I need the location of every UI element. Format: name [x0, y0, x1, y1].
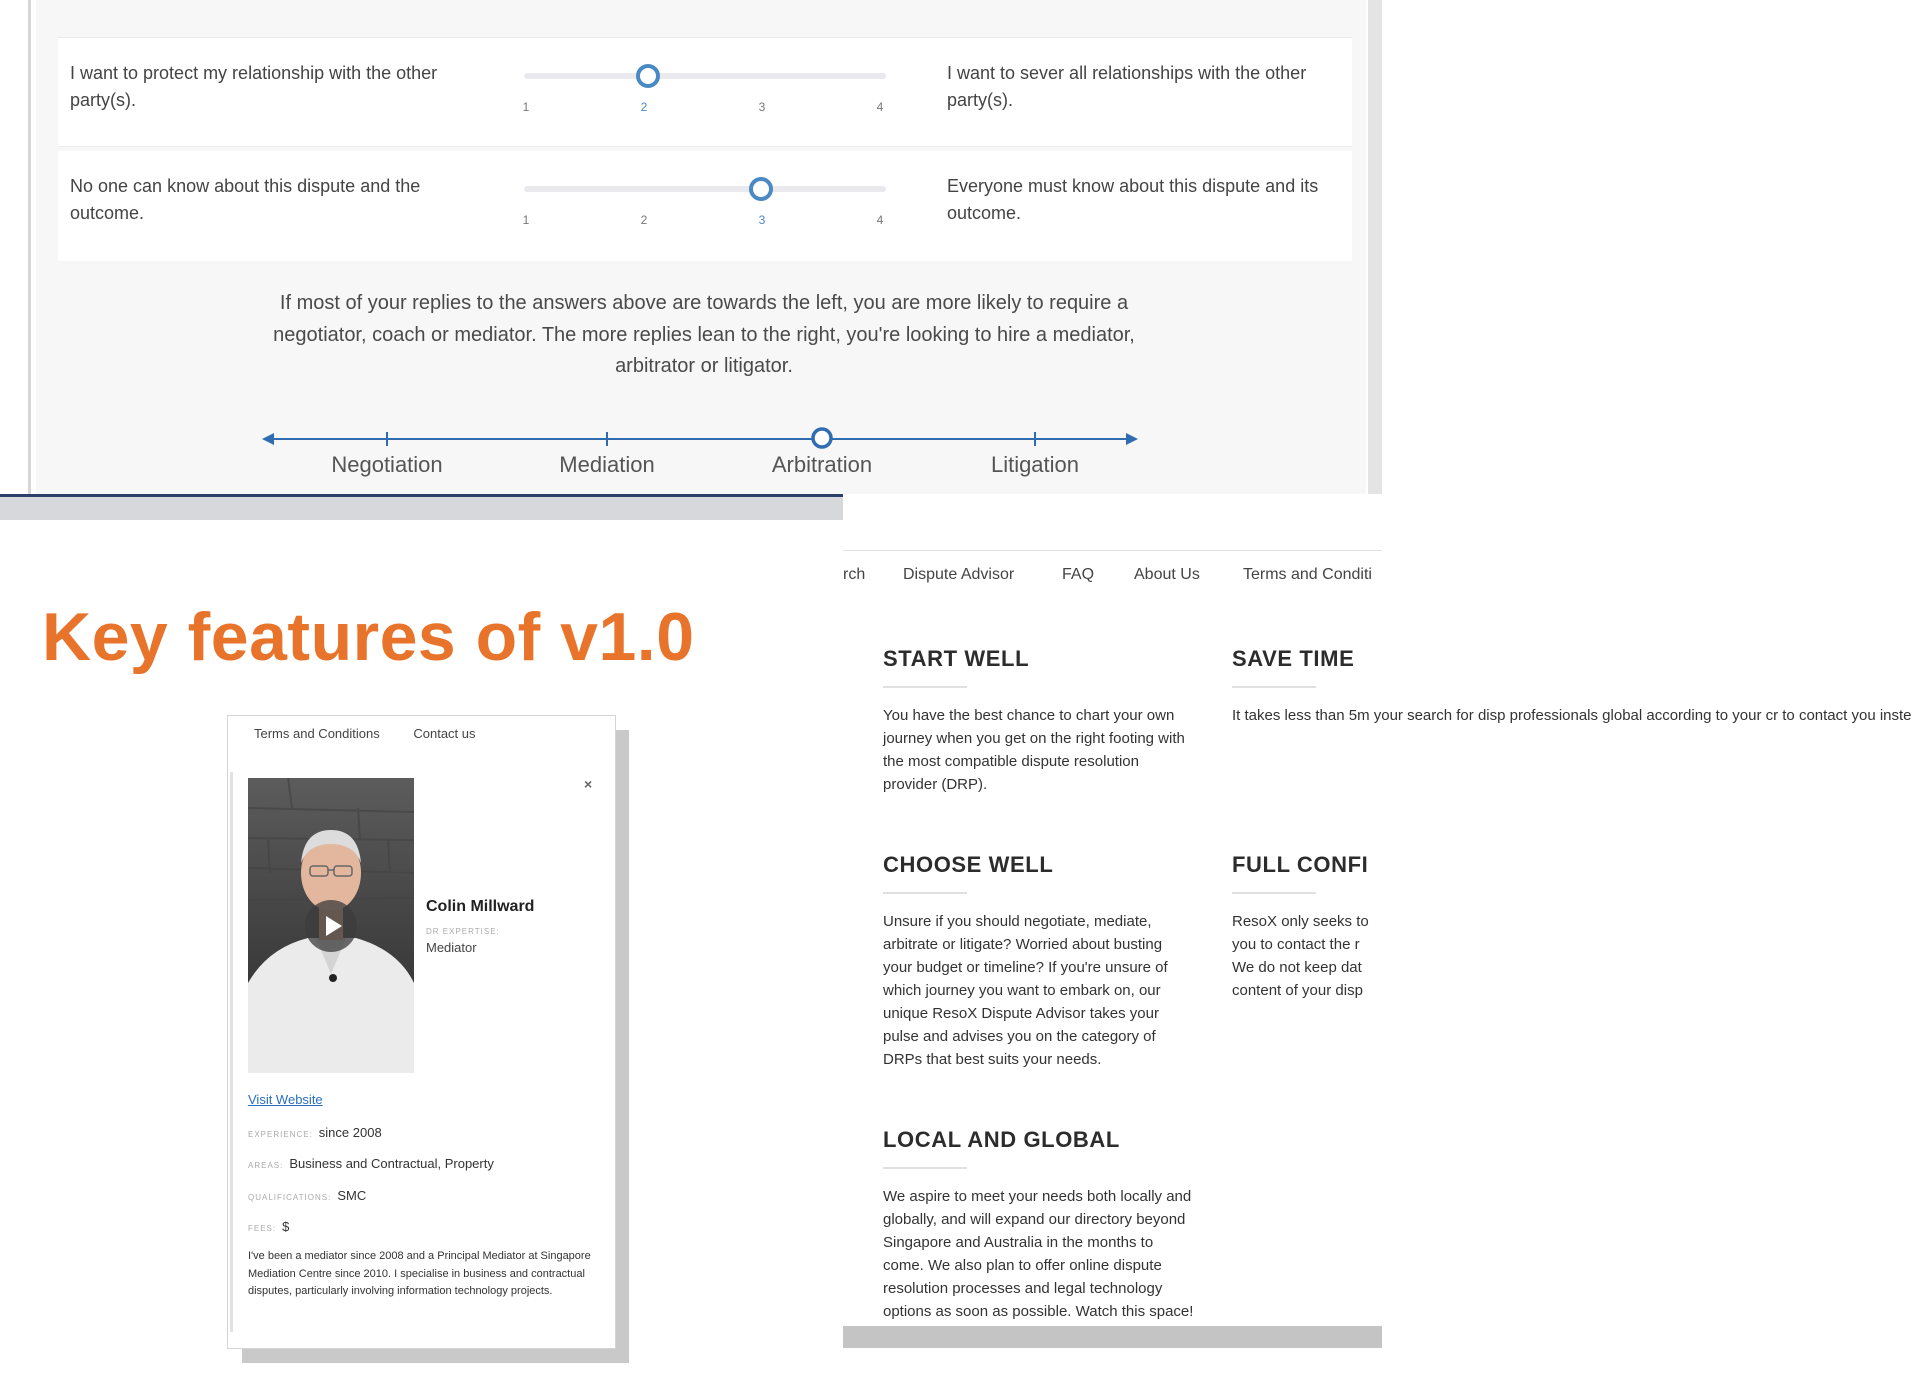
feature-divider — [1232, 892, 1316, 894]
feature-save-time — [1232, 646, 1912, 727]
nav-terms-link[interactable]: Terms and Conditi — [1243, 566, 1372, 583]
slider-handle[interactable] — [636, 64, 660, 88]
experience-row — [248, 1125, 382, 1140]
feature-divider — [1232, 686, 1316, 688]
mediator-video[interactable] — [248, 778, 414, 1073]
question-left-statement: I want to protect my relationship with the other party(s). — [70, 63, 438, 110]
mediator-bio: I've been a mediator since 2008 and a Principal Mediator at Singapore Mediation Centre since 2010. I specialise in business and contractual disputes, particularly involving information technology projects. — [248, 1250, 591, 1297]
feature-divider — [883, 892, 967, 894]
feature-local-and-global — [883, 1127, 1195, 1323]
nav-dispute-advisor-link[interactable]: Dispute Advisor — [903, 566, 1015, 583]
fees-row — [248, 1219, 289, 1234]
qualifications-label: QUALIFICATIONS: — [248, 1193, 332, 1202]
slider-tick: 2 — [640, 100, 648, 114]
scale-right-arrow — [1126, 433, 1138, 445]
areas-row — [248, 1156, 494, 1171]
advisor-advice-text: If most of your replies to the answers above are towards the left, you are more likely to require a negotiator, coach or mediator. The more replies lean to the right, you're looking to hire a mediator, arbitrator or litigator. — [273, 292, 1135, 377]
feature-title: SAVE TIME — [1232, 646, 1355, 671]
slider-tick: 2 — [640, 213, 648, 227]
key-features-title: Key features of v1.0 — [42, 599, 695, 675]
slider-tick: 3 — [758, 100, 766, 114]
site-nav-border — [843, 550, 1382, 551]
feature-body: We aspire to meet your needs both locally and globally, and will expand our directory beyond Singapore and Australia in the months to come. We also plan to offer online dispute resolution processes and legal technology options as soon as possible. Watch this space! — [883, 1188, 1194, 1320]
feature-body: You have the best chance to chart your own journey when you get on the right footing with the most compatible dispute resolution provider (DRP). — [883, 707, 1185, 793]
card-left-border — [230, 772, 233, 1332]
scale-label-litigation: Litigation — [990, 452, 1080, 477]
slider-tick: 3 — [758, 213, 766, 227]
slider-tick: 1 — [522, 213, 530, 227]
experience-label: EXPERIENCE: — [248, 1130, 313, 1139]
close-icon[interactable]: × — [584, 776, 593, 792]
qualifications-row — [248, 1188, 366, 1203]
site-scrollbar[interactable] — [843, 1326, 1382, 1348]
feature-body: It takes less than 5m your search for disp professionals global according to your cr to contact you inste — [1232, 707, 1912, 724]
question-row — [58, 151, 1352, 261]
feature-title: CHOOSE WELL — [883, 852, 1054, 877]
slider-handle[interactable] — [749, 177, 773, 201]
scale-label-arbitration: Arbitration — [771, 452, 873, 477]
nav-faq-link[interactable]: FAQ — [1062, 566, 1095, 583]
slider-tick: 1 — [522, 100, 530, 114]
visit-website-link[interactable]: Visit Website — [248, 1092, 323, 1107]
question-row — [58, 37, 1352, 147]
mediator-name: Colin Millward — [426, 898, 535, 915]
areas-label: AREAS: — [248, 1161, 284, 1170]
areas-value: Business and Contractual, Property — [289, 1156, 494, 1171]
dr-expertise-label: DR EXPERTISE: — [426, 927, 500, 936]
feature-title: FULL CONFI — [1232, 852, 1369, 877]
feature-choose-well — [883, 852, 1195, 1071]
nav-search-link[interactable]: rch — [843, 566, 866, 583]
website-features-panel — [843, 494, 1912, 1348]
feature-title: LOCAL AND GLOBAL — [883, 1127, 1120, 1152]
question-slider[interactable] — [524, 171, 886, 231]
experience-value: since 2008 — [318, 1125, 382, 1140]
fees-value: $ — [282, 1219, 290, 1234]
question-right-statement: I want to sever all relationships with the other party(s). — [947, 63, 1307, 110]
question-slider[interactable] — [524, 58, 886, 118]
scale-selected-marker — [813, 429, 831, 447]
dr-expertise-value: Mediator — [426, 940, 477, 955]
scale-label-negotiation: Negotiation — [331, 452, 443, 477]
panel-left-border — [28, 0, 31, 494]
play-icon[interactable] — [305, 900, 357, 952]
feature-divider — [883, 1167, 967, 1169]
nav-terms-link[interactable]: Terms and Conditions — [254, 726, 380, 741]
slider-tick: 4 — [876, 100, 884, 114]
scale-label-mediation: Mediation — [559, 452, 655, 477]
feature-body: ResoX only seeks to you to contact the r We do not keep dat content of your disp — [1232, 913, 1369, 999]
feature-body: Unsure if you should negotiate, mediate, arbitrate or litigate? Worried about busting your budget or timeline? If you're unsure of which journey you want to embark on, our unique ResoX Dispute Advisor takes your pulse and advises you on the category of DRPs that best suits your needs. — [883, 913, 1168, 1068]
nav-about-us-link[interactable]: About Us — [1134, 566, 1200, 583]
mediator-profile-card — [227, 715, 616, 1349]
question-right-statement: Everyone must know about this dispute and its outcome. — [947, 176, 1319, 223]
dispute-advisor-panel — [0, 0, 1382, 494]
feature-divider — [883, 686, 967, 688]
feature-title: START WELL — [883, 646, 1030, 671]
question-left-statement: No one can know about this dispute and the outcome. — [70, 176, 421, 223]
feature-start-well — [883, 646, 1195, 796]
nav-contact-link[interactable]: Contact us — [413, 726, 476, 741]
scale-left-arrow — [262, 433, 274, 445]
slider-track[interactable] — [524, 186, 886, 192]
card-top-nav — [254, 726, 506, 741]
panel-scrollbar[interactable] — [1368, 0, 1382, 494]
panel-divider — [0, 494, 843, 520]
fees-label: FEES: — [248, 1224, 277, 1233]
slider-tick: 4 — [876, 213, 884, 227]
qualifications-value: SMC — [337, 1188, 367, 1203]
feature-full-confidentiality — [1232, 852, 1382, 1002]
slider-track[interactable] — [524, 73, 886, 79]
